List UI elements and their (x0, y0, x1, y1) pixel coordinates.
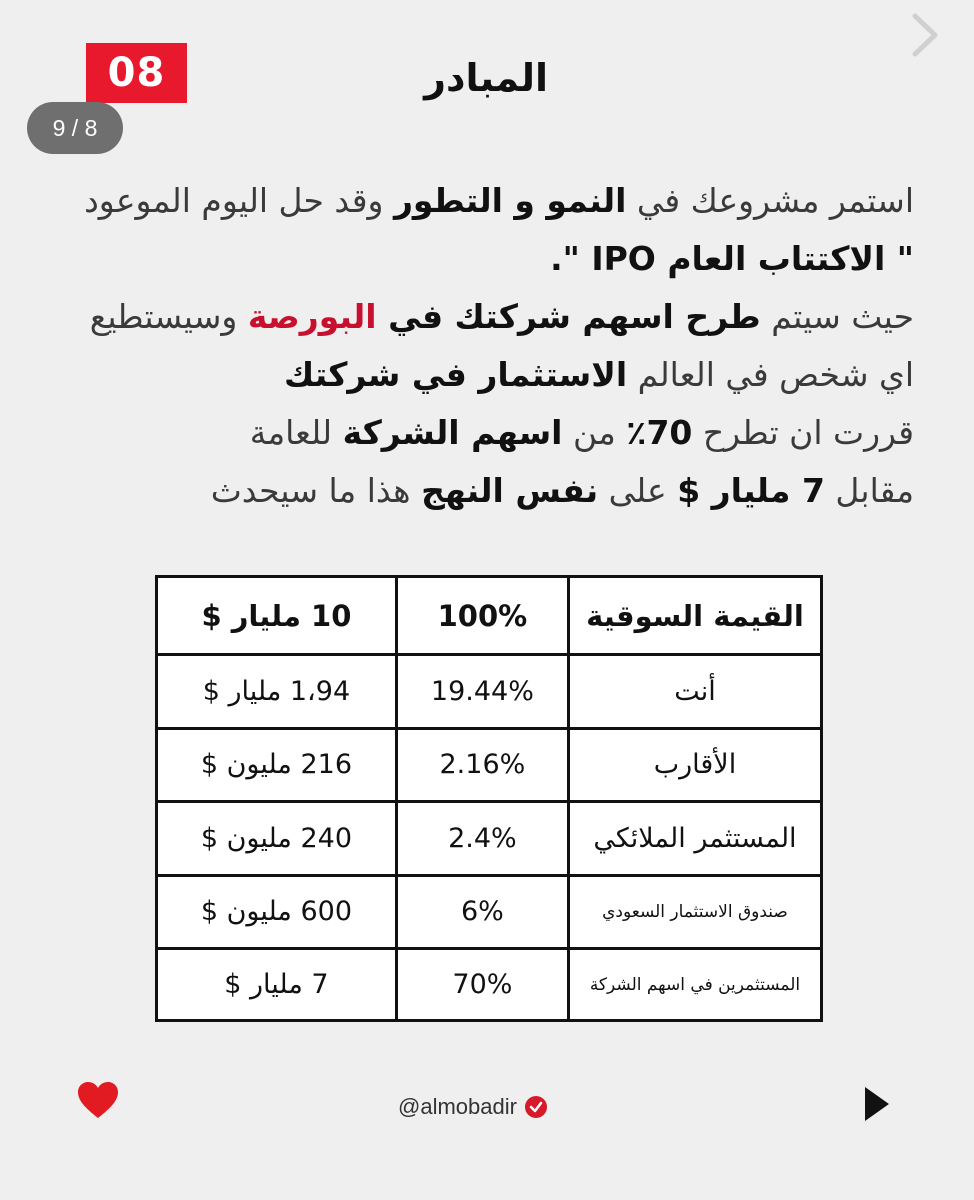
table-row (158, 655, 820, 729)
table-cell: 19.44% (396, 655, 568, 729)
table-cell: 1،94 مليار $ (158, 655, 396, 729)
text-span: اي شخص في العالم (627, 355, 914, 394)
body-line-1 (84, 172, 914, 230)
text-span: وقد حل اليوم الموعود (84, 181, 394, 220)
highlight-span: البورصة (247, 297, 377, 336)
table-cell: 2.16% (396, 728, 568, 802)
slide-counter: 9 / 8 (27, 102, 123, 154)
table-cell: 2.4% (396, 802, 568, 876)
text-span: استمر مشروعك في (626, 181, 914, 220)
table-cell: أنت (568, 655, 820, 729)
brand-logo: المبادر (424, 56, 548, 100)
table-row (158, 949, 820, 1019)
play-icon[interactable] (862, 1084, 892, 1124)
bold-span: طرح اسهم شركتك في (376, 297, 761, 336)
bold-span: الاستثمار في شركتك (284, 355, 628, 394)
text-span: حيث سيتم (760, 297, 914, 336)
text-span: قررت ان تطرح (692, 413, 914, 452)
table-cell: 70% (396, 949, 568, 1019)
table-cell: 600 مليون $ (158, 875, 396, 949)
body-line-2: " الاكتتاب العام IPO ". (550, 239, 914, 278)
header-cell: 10 مليار $ (158, 578, 396, 655)
handle-text: @almobadir (398, 1094, 517, 1119)
text-span: وسيستطيع (89, 297, 248, 336)
table-row (158, 875, 820, 949)
text-span: من (562, 413, 627, 452)
market-value-table (155, 575, 823, 1022)
bold-span: النمو و التطور (393, 181, 627, 220)
body-line-6 (154, 462, 914, 520)
table-cell: 7 مليار $ (158, 949, 396, 1019)
body-line-3 (89, 288, 914, 346)
text-span: هذا ما سيحدث (210, 471, 422, 510)
table-cell: الأقارب (568, 728, 820, 802)
table-cell: المستثمرين في اسهم الشركة (568, 949, 820, 1019)
bold-span: اسهم الشركة (342, 413, 563, 452)
table-header-row (158, 578, 820, 655)
bold-span: 7 مليار $ (677, 471, 825, 510)
text-span: على (598, 471, 678, 510)
next-arrow-icon[interactable] (905, 10, 945, 60)
heart-icon[interactable] (76, 1080, 120, 1120)
table-cell: صندوق الاستثمار السعودي (568, 875, 820, 949)
table-row (158, 802, 820, 876)
table-cell: 240 مليون $ (158, 802, 396, 876)
text-span: للعامة (249, 413, 343, 452)
bold-span: 70٪ (626, 413, 693, 452)
page-number-badge: 08 (86, 43, 187, 103)
body-line-5 (154, 404, 914, 462)
table-cell: 216 مليون $ (158, 728, 396, 802)
body-line-4 (154, 346, 914, 404)
table-row (158, 728, 820, 802)
verified-icon (525, 1096, 547, 1118)
text-span: مقابل (824, 471, 914, 510)
body-text (84, 172, 914, 520)
bold-span: نفس النهج (421, 471, 599, 510)
header-cell: القيمة السوقية (568, 578, 820, 655)
table-cell: 6% (396, 875, 568, 949)
table-cell: المستثمر الملائكي (568, 802, 820, 876)
author-handle[interactable] (398, 1089, 598, 1125)
header-cell: 100% (396, 578, 568, 655)
